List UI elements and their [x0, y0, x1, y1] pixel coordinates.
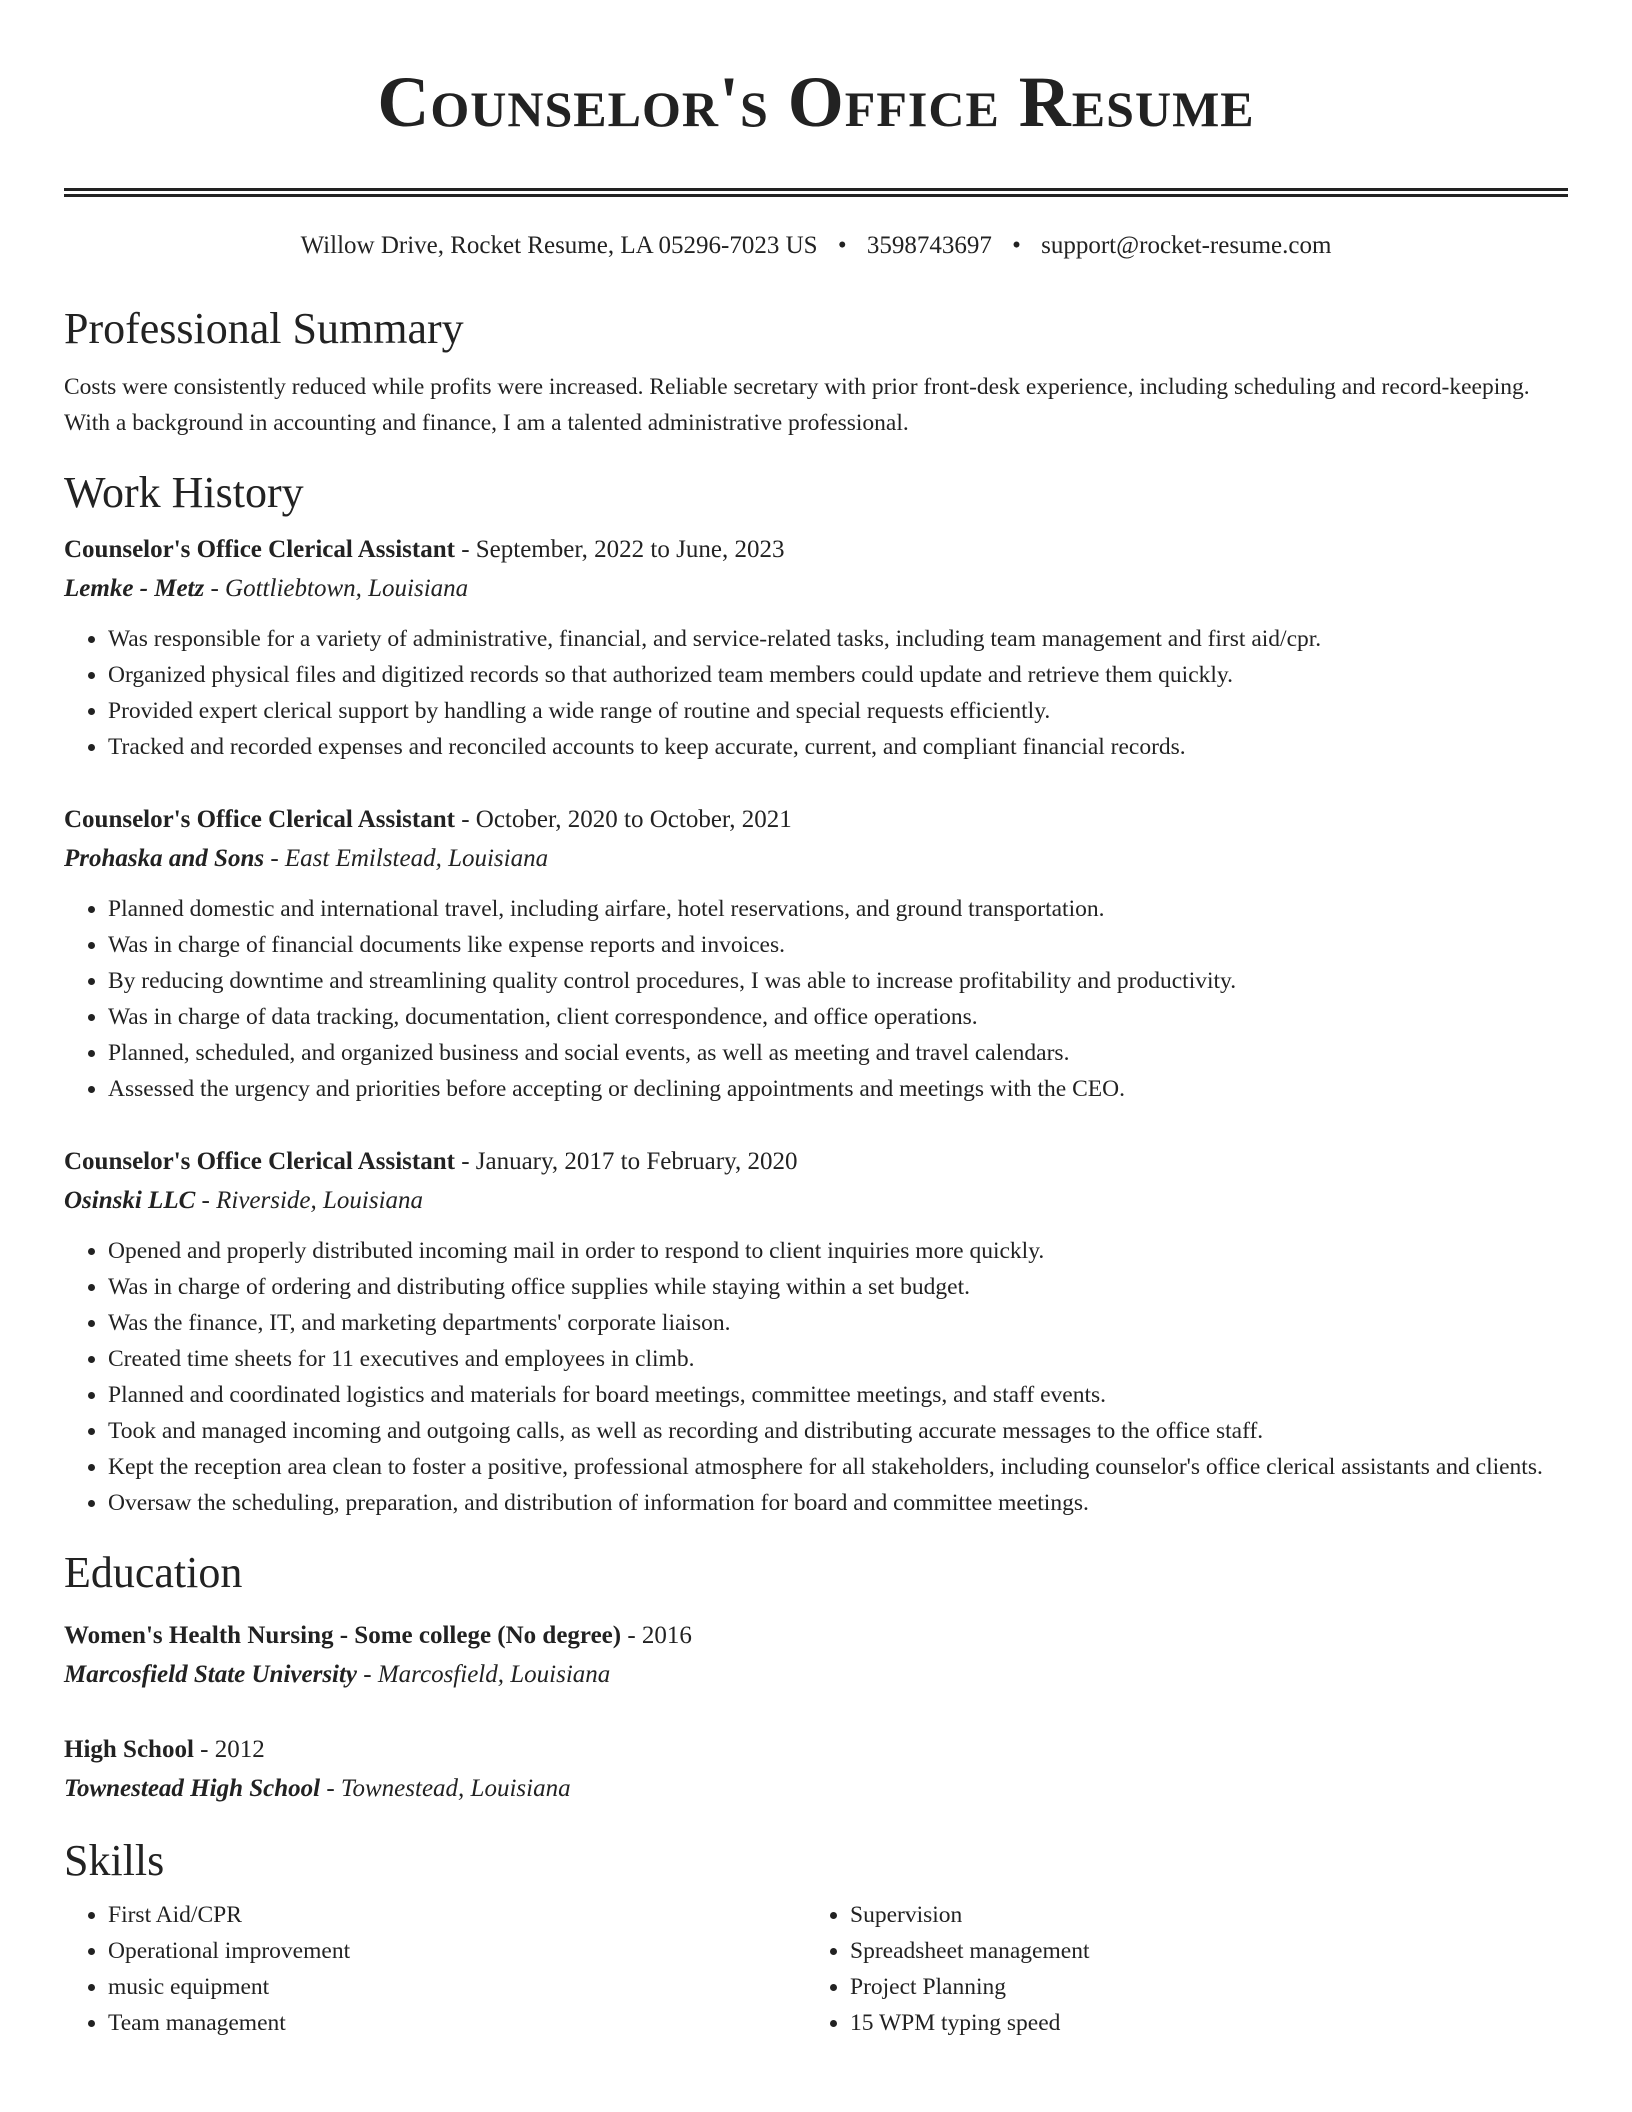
list-item: • Tracked and recorded expenses and reconciled accounts to keep accurate, current, and compliant financial records.: [108, 729, 1568, 765]
job-entry: [64, 1143, 1568, 1521]
job-dates: - September, 2022 to June, 2023: [454, 536, 785, 563]
skills-column-right: [806, 1897, 1548, 2041]
job-title-line: [64, 531, 1568, 569]
education-entry: [64, 1617, 1568, 1695]
skills-heading: Skills: [64, 1836, 165, 1885]
list-item: • Was the finance, IT, and marketing departments' corporate liaison.: [108, 1305, 1568, 1341]
list-item: • Supervision: [850, 1897, 1548, 1933]
list-item: • Opened and properly distributed incoming mail in order to respond to client inquiries more quickly.: [108, 1233, 1568, 1269]
job-title-line: [64, 801, 1568, 839]
list-item: • Was responsible for a variety of administrative, financial, and service-related tasks, including team management and first aid/cpr.: [108, 621, 1568, 657]
company-line: [64, 569, 1568, 609]
job-entry: [64, 531, 1568, 765]
list-item: • Spreadsheet management: [850, 1933, 1548, 1969]
list-item: • Planned domestic and international travel, including airfare, hotel reservations, and ground transportation.: [108, 891, 1568, 927]
skills-column-left: [64, 1897, 806, 2041]
company-line: [64, 1181, 1568, 1221]
contact-separator: •: [837, 232, 847, 259]
job-duties: [64, 1233, 1568, 1521]
list-item: • Organized physical files and digitized records so that authorized team members could update and retrieve them quickly.: [108, 657, 1568, 693]
list-item: • Project Planning: [850, 1969, 1548, 2005]
degree-name: Women's Health Nursing - Some college (No degree): [64, 1622, 622, 1649]
degree-line: [64, 1731, 1568, 1769]
list-item: • Operational improvement: [108, 1933, 806, 1969]
list-item: • Assessed the urgency and priorities before accepting or declining appointments and meetings with the CEO.: [108, 1071, 1568, 1107]
list-item: • Planned, scheduled, and organized business and social events, as well as meeting and travel calendars.: [108, 1035, 1568, 1071]
company-line: [64, 839, 1568, 879]
summary-heading: Professional Summary: [64, 304, 464, 353]
school-line: [64, 1769, 1568, 1809]
work-history-heading: Work History: [64, 468, 304, 517]
company-location: - East Emilstead, Louisiana: [264, 845, 549, 872]
list-item: • music equipment: [108, 1969, 806, 2005]
job-title: Counselor's Office Clerical Assistant: [64, 536, 455, 563]
education-entry: [64, 1731, 1568, 1809]
skills-bullets: [806, 1897, 1548, 2041]
school-name: Townestead High School: [64, 1775, 321, 1802]
list-item: • 15 WPM typing speed: [850, 2005, 1548, 2041]
school-location: - Marcosfield, Louisiana: [357, 1661, 611, 1688]
skills-list: [64, 1897, 1568, 2041]
job-duties: [64, 891, 1568, 1107]
contact-address: Willow Drive, Rocket Resume, LA 05296-7023 US: [300, 232, 818, 259]
list-item: • Created time sheets for 11 executives and employees in climb.: [108, 1341, 1568, 1377]
contact-phone: 3598743697: [866, 232, 992, 259]
list-item: • Was in charge of ordering and distributing office supplies while staying within a set budget.: [108, 1269, 1568, 1305]
job-entry: [64, 801, 1568, 1107]
degree-year: - 2016: [621, 1622, 692, 1649]
list-item: • Kept the reception area clean to foster a positive, professional atmosphere for all stakeholders, including counselor's office clerical assistants and clients.: [108, 1449, 1568, 1485]
school-line: [64, 1655, 1568, 1695]
job-title: Counselor's Office Clerical Assistant: [64, 806, 455, 833]
list-item: • By reducing downtime and streamlining quality control procedures, I was able to increase profitability and productivity.: [108, 963, 1568, 999]
resume-title: Counselor's Office Resume: [377, 62, 1255, 142]
company-location: - Gottliebtown, Louisiana: [204, 575, 469, 602]
list-item: • Was in charge of data tracking, documentation, client correspondence, and office operations.: [108, 999, 1568, 1035]
title-divider: [64, 188, 1568, 197]
list-item: • First Aid/CPR: [108, 1897, 806, 1933]
job-dates: - January, 2017 to February, 2020: [454, 1148, 798, 1175]
list-item: • Took and managed incoming and outgoing calls, as well as recording and distributing accurate messages to the office staff.: [108, 1413, 1568, 1449]
job-duties: [64, 621, 1568, 765]
list-item: • Oversaw the scheduling, preparation, and distribution of information for board and committee meetings.: [108, 1485, 1568, 1521]
degree-line: [64, 1617, 1568, 1655]
degree-year: - 2012: [193, 1736, 265, 1763]
school-name: Marcosfield State University: [64, 1661, 358, 1688]
job-title: Counselor's Office Clerical Assistant: [64, 1148, 455, 1175]
education-heading: Education: [64, 1548, 243, 1597]
contact-line: [64, 231, 1568, 261]
list-item: • Was in charge of financial documents like expense reports and invoices.: [108, 927, 1568, 963]
company-name: Lemke - Metz: [64, 575, 205, 602]
skills-bullets: [64, 1897, 806, 2041]
job-dates: - October, 2020 to October, 2021: [454, 806, 792, 833]
company-name: Osinski LLC: [64, 1187, 196, 1214]
contact-email: support@rocket-resume.com: [1041, 232, 1332, 259]
company-name: Prohaska and Sons: [64, 845, 265, 872]
summary-text: Costs were consistently reduced while profits were increased. Reliable secretary with prior front-desk experience, including scheduling and record-keeping. With a background in accounting and finance, I am a talented administrative professional.: [64, 374, 1530, 436]
degree-name: High School: [64, 1736, 194, 1763]
list-item: • Team management: [108, 2005, 806, 2041]
job-title-line: [64, 1143, 1568, 1181]
company-location: - Riverside, Louisiana: [195, 1187, 424, 1214]
school-location: - Townestead, Louisiana: [320, 1775, 571, 1802]
list-item: • Planned and coordinated logistics and materials for board meetings, committee meetings, and staff events.: [108, 1377, 1568, 1413]
list-item: • Provided expert clerical support by handling a wide range of routine and special requests efficiently.: [108, 693, 1568, 729]
contact-separator: •: [1012, 232, 1021, 259]
